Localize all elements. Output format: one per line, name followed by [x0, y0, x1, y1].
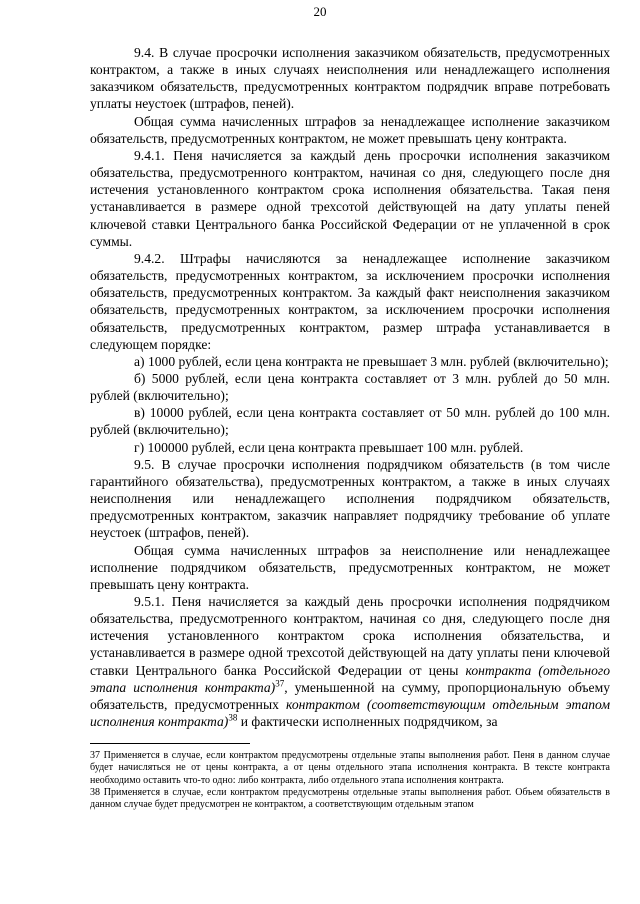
paragraph-9-4-2: 9.4.2. Штрафы начисляются за ненадлежащее исполнение заказчиком обязательств, предусмотренных контрактом, за исключением просрочки исполнения обязательств, предусмотренных контрактом. За каждый факт неисполнения заказчиком обязательств, предусмотренных контрактом, за исключением просрочки исполнения обязательств, предусмотренных контрактом, размер штрафа устанавливается в следующем порядке:	[90, 250, 610, 352]
paragraph-9-4: 9.4. В случае просрочки исполнения заказчиком обязательств, предусмотренных контрактом, а также в иных случаях неисполнения или ненадлежащего исполнения заказчиком обязательств, предусмотренных контрактом подрядчик вправе потребовать уплаты неустоек (штрафов, пеней).	[90, 45, 610, 112]
paragraph-9-5: 9.5. В случае просрочки исполнения подрядчиком обязательств (в том числе гарантийного обязательства), предусмотренных контрактом, а также в иных случаях неисполнения или ненадлежащего исполнения подрядчиком обязательств, предусмотренных контрактом, заказчик направляет подрядчику требование об уплате неустоек (штрафов, пеней).	[90, 456, 610, 541]
footnote-ref-37[interactable]: 37	[275, 678, 285, 689]
list-item-g: г) 100000 рублей, если цена контракта превышает 100 млн. рублей.	[134, 439, 524, 455]
paragraph-9-5-1	[90, 593, 610, 730]
footnote-ref-38[interactable]: 38	[228, 712, 238, 723]
page-number: 20	[313, 4, 327, 19]
paragraph-9-5-1-text-3: и фактически исполненных подрядчиком, за	[237, 714, 498, 730]
footnote-37: 37 Применяется в случае, если контрактом предусмотрены отдельные этапы выполнения работ. Пеня в данном случае будет начисляться не от цены контракта, а от цены отдельного этапа исполнения контракта. В тексте контракта необходимо оставить что-то одно: либо контракта, либо отдельного этапа исполнения контракта.	[90, 750, 610, 786]
list-item-a: а) 1000 рублей, если цена контракта не превышает 3 млн. рублей (включительно);	[134, 353, 609, 369]
paragraph-9-4-1: 9.4.1. Пеня начисляется за каждый день просрочки исполнения заказчиком обязательства, предусмотренного контрактом, начиная со дня, следующего после дня истечения установленного контрактом срока исполнения обязательства. Такая пеня устанавливается в размере одной трехсотой действующей на дату уплаты пеней ключевой ставки Центрального банка Российской Федерации от не уплаченной в срок суммы.	[90, 147, 610, 249]
footnote-separator	[90, 743, 250, 744]
paragraph-9-5-1-text-2: , уменьшенной на сумму, пропорциональную объему обязательств, предусмотренных	[90, 679, 610, 712]
body-text	[90, 44, 610, 730]
paragraph-9-5-1-italic-2: контрактом (соответствующим отдельным этапом исполнения контракта)	[90, 696, 610, 730]
list-item-b: б) 5000 рублей, если цена контракта составляет от 3 млн. рублей до 50 млн. рублей (включительно);	[90, 370, 610, 404]
list-item-v: в) 10000 рублей, если цена контракта составляет от 50 млн. рублей до 100 млн. рублей (включительно);	[90, 405, 610, 438]
paragraph-9-4-total: Общая сумма начисленных штрафов за ненадлежащее исполнение заказчиком обязательств, предусмотренных контрактом, не может превышать цену контракта.	[90, 113, 610, 146]
paragraph-9-5-total: Общая сумма начисленных штрафов за неисполнение или ненадлежащее исполнение подрядчиком обязательств, предусмотренных контрактом, не может превышать цену контракта.	[90, 542, 610, 592]
paragraph-9-5-1-text-1: 9.5.1. Пеня начисляется за каждый день просрочки исполнения подрядчиком обязательства, предусмотренного контрактом, начиная со дня, следующего после дня истечения установленного контрактом срока исполнения обязательства, и устанавливается в размере одной трехсотой действующей на дату уплаты пени ключевой ставки Центрального банка Российской Федерации от цены	[90, 594, 610, 678]
paragraph-9-5-1-italic-1: контракта (отдельного этапа исполнения контракта)	[90, 662, 610, 695]
footnote-38: 38 Применяется в случае, если контрактом предусмотрены отдельные этапы выполнения работ. Объем обязательств в данном случае будет предусмотрен не контрактом, а соответствующим отдельным этапом	[90, 786, 610, 811]
